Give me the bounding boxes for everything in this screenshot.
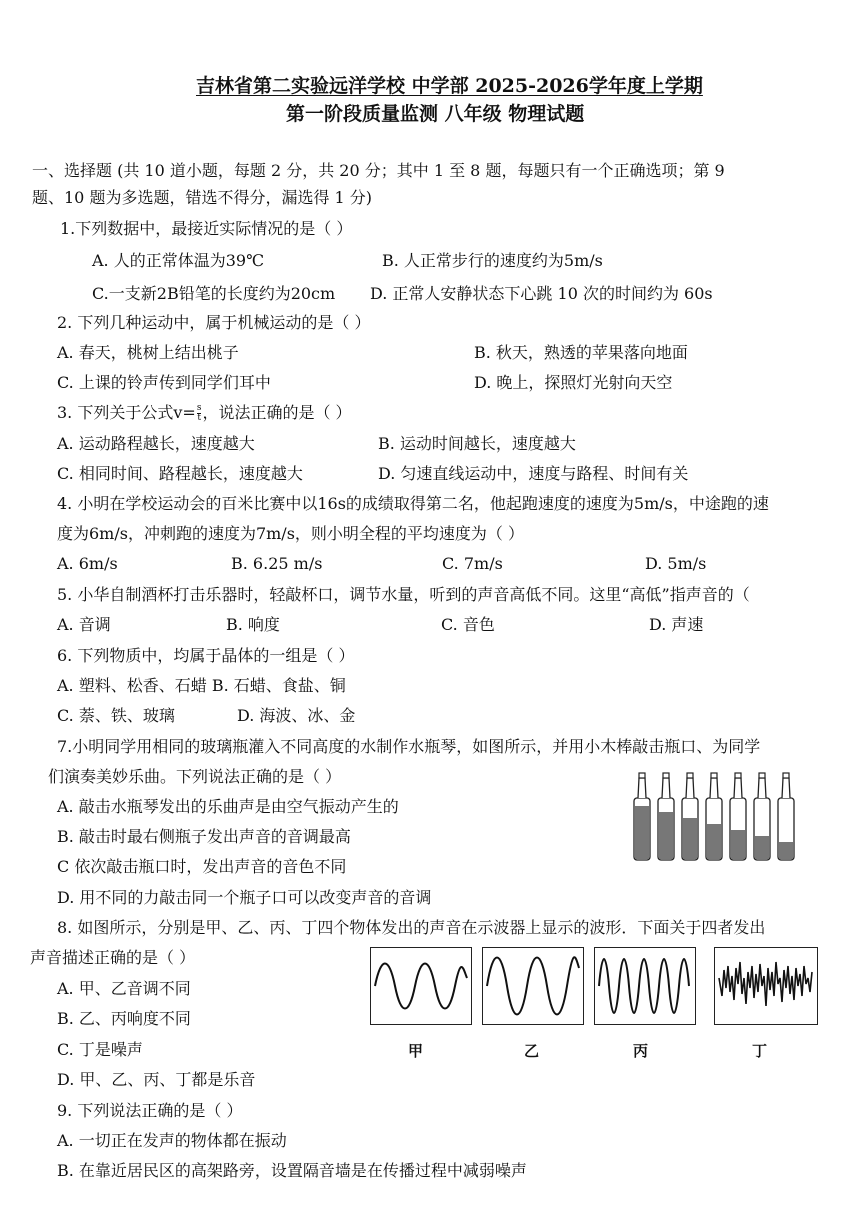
water-bottles-figure <box>632 770 802 862</box>
q3-fraction-numerator: s <box>196 403 202 413</box>
q1-option-b: B. 人正常步行的速度约为5m/s <box>382 251 603 270</box>
bottle-2 <box>658 773 674 860</box>
q8-option-a: A. 甲、乙音调不同 <box>57 979 191 998</box>
q7-option-a: A. 敲击水瓶琴发出的乐曲声是由空气振动产生的 <box>57 797 399 816</box>
q7-stem-line2: 们演奏美妙乐曲。下列说法正确的是（ ） <box>48 767 342 786</box>
waveform-yi <box>482 947 584 1025</box>
q8-option-d: D. 甲、乙、丙、丁都是乐音 <box>57 1070 256 1089</box>
q7-option-c: C 依次敲击瓶口时，发出声音的音色不同 <box>57 857 347 876</box>
q7-option-b: B. 敲击时最右侧瓶子发出声音的音调最高 <box>57 827 351 846</box>
q3-stem <box>57 402 352 424</box>
q3-fraction-denominator: t <box>197 413 201 423</box>
q2-option-b: B. 秋天，熟透的苹果落向地面 <box>474 343 688 362</box>
q3-stem-post: ，说法正确的是（ ） <box>202 403 352 422</box>
q5-option-c: C. 音色 <box>441 615 495 634</box>
q8-option-b: B. 乙、丙响度不同 <box>57 1009 191 1028</box>
q6-stem: 6. 下列物质中，均属于晶体的一组是（ ） <box>57 646 355 665</box>
waveform-label-bing: 丙 <box>633 1042 649 1060</box>
waveform-label-ding: 丁 <box>752 1042 768 1060</box>
q4-option-d: D. 5m/s <box>645 554 707 573</box>
q3-option-c: C. 相同时间、路程越长，速度越大 <box>57 464 303 483</box>
q6-option-d: D. 海波、冰、金 <box>237 706 356 725</box>
q8-stem-line2: 声音描述正确的是（ ） <box>30 948 196 967</box>
q1-option-c: C.一支新2B铅笔的长度约为20cm <box>92 284 336 303</box>
q9-option-b: B. 在靠近居民区的高架路旁，设置隔音墙是在传播过程中减弱噪声 <box>57 1161 527 1180</box>
exam-title-line1: 吉林省第二实验远洋学校 中学部 2025-2026学年度上学期 <box>196 75 703 97</box>
bottle-1 <box>634 773 650 860</box>
q2-option-c: C. 上课的铃声传到同学们耳中 <box>57 373 271 392</box>
q3-option-a: A. 运动路程越长，速度越大 <box>57 434 255 453</box>
waveform-label-jia: 甲 <box>408 1042 424 1060</box>
q1-option-d: D. 正常人安静状态下心跳 10 次的时间约为 60s <box>370 284 713 303</box>
bottle-6 <box>754 773 770 860</box>
q2-option-d: D. 晚上，探照灯光射向天空 <box>474 373 673 392</box>
q4-option-a: A. 6m/s <box>57 554 118 573</box>
q3-formula-fraction <box>197 404 202 423</box>
q4-option-b: B. 6.25 m/s <box>231 554 323 573</box>
bottle-7 <box>778 773 794 860</box>
q7-option-d: D. 用不同的力敲击同一个瓶子口可以改变声音的音调 <box>57 888 432 907</box>
q5-option-d: D. 声速 <box>649 615 704 634</box>
q4-stem-line1: 4. 小明在学校运动会的百米比赛中以16s的成绩取得第二名，他起跑速度的速度为5m/s，中途跑的速 <box>57 494 769 513</box>
q1-option-a: A. 人的正常体温为39℃ <box>92 251 264 270</box>
q8-stem-line1: 8. 如图所示，分别是甲、乙、丙、丁四个物体发出的声音在示波器上显示的波形．下面关于四者发出 <box>57 918 766 937</box>
bottle-5 <box>730 773 746 860</box>
bottle-3 <box>682 773 698 860</box>
q2-stem: 2. 下列几种运动中，属于机械运动的是（ ） <box>57 313 371 332</box>
waveform-bing <box>594 947 696 1025</box>
q3-option-d: D. 匀速直线运动中，速度与路程、时间有关 <box>378 464 689 483</box>
waveform-label-yi: 乙 <box>524 1042 540 1060</box>
bottle-4 <box>706 773 722 860</box>
q3-stem-pre: 3. 下列关于公式v= <box>57 403 196 422</box>
q4-option-c: C. 7m/s <box>442 554 503 573</box>
q1-stem: 1.下列数据中，最接近实际情况的是（ ） <box>60 219 353 238</box>
q9-option-a: A. 一切正在发声的物体都在振动 <box>57 1131 287 1150</box>
q4-stem-line2: 度为6m/s，冲刺跑的速度为7m/s，则小明全程的平均速度为（ ） <box>57 524 524 543</box>
waveform-ding <box>714 947 818 1025</box>
section-heading-line1: 一、选择题 (共 10 道小题，每题 2 分，共 20 分；其中 1 至 8 题，每题只有一个正确选项；第 9 <box>32 161 725 180</box>
q9-stem: 9. 下列说法正确的是（ ） <box>57 1101 243 1120</box>
q2-option-a: A. 春天，桃树上结出桃子 <box>57 343 239 362</box>
q6-option-c: C. 萘、铁、玻璃 <box>57 706 175 725</box>
exam-title-line2: 第一阶段质量监测 八年级 物理试题 <box>286 103 585 125</box>
q7-stem-line1: 7.小明同学用相同的玻璃瓶灌入不同高度的水制作水瓶琴，如图所示，并用小木棒敲击瓶口、为同学 <box>57 737 761 756</box>
q5-option-b: B. 响度 <box>226 615 280 634</box>
waveform-jia <box>370 947 472 1025</box>
q5-stem: 5. 小华自制酒杯打击乐器时，轻敲杯口，调节水量，听到的声音高低不同。这里“高低”指声音的（ <box>57 585 750 604</box>
q3-option-b: B. 运动时间越长，速度越大 <box>378 434 576 453</box>
q8-option-c: C. 丁是噪声 <box>57 1040 143 1059</box>
section-heading-line2: 题、10 题为多选题，错选不得分，漏选得 1 分) <box>32 188 373 207</box>
q6-option-ab: A. 塑料、松香、石蜡 B. 石蜡、食盐、铜 <box>57 676 346 695</box>
q5-option-a: A. 音调 <box>57 615 111 634</box>
